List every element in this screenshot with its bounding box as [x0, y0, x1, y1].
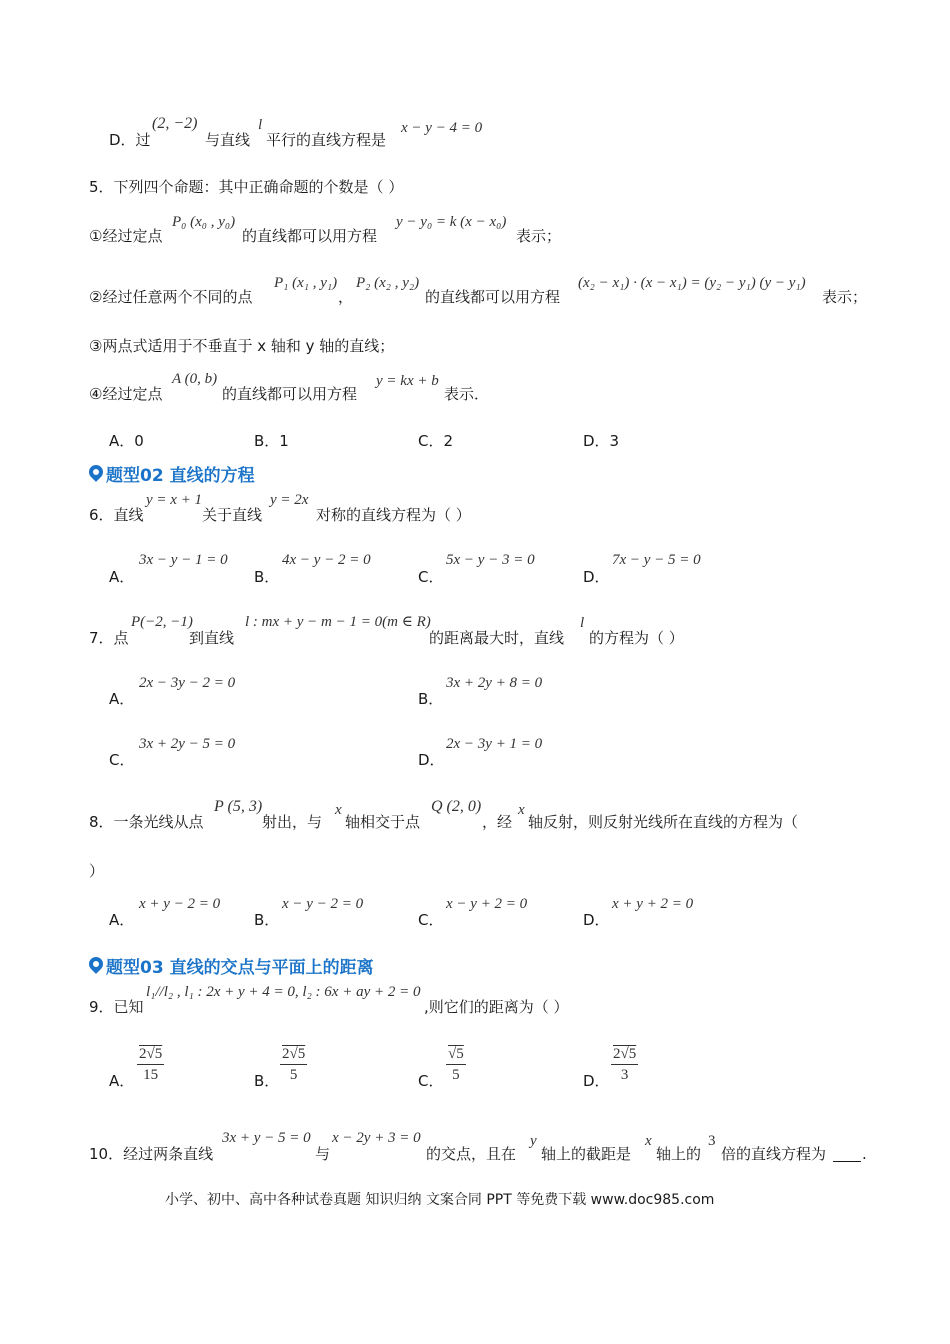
q10-y: y [530, 1133, 537, 1149]
q5-s2-comma: ， [338, 288, 354, 306]
q8-text: 射出，与 [262, 813, 323, 831]
q7-point: P(−2, −1) [131, 614, 193, 630]
q8-option-c-equation: x − y + 2 = 0 [446, 896, 528, 912]
q10-line1: 3x + y − 5 = 0 [222, 1130, 311, 1146]
q6-option-d-label: D． [583, 568, 610, 586]
q9-option-b-fraction: $\frac{2√5}{5}$ [282, 1046, 306, 1083]
q8-text: ，经 [482, 813, 513, 831]
q7-option-d-equation: 2x − 3y + 1 = 0 [446, 736, 543, 752]
q8-option-b-label: B． [254, 911, 280, 929]
q10-line2: x − 2y + 3 = 0 [332, 1130, 421, 1146]
q5-s2-equation: (x₂ − x₁) · (x − x₁) = (y₂ − y₁) (y − y₁) [578, 275, 806, 291]
q10-end: . [862, 1145, 867, 1163]
section-marker-icon [86, 954, 106, 974]
q4-text: 与直线 [205, 131, 251, 149]
q5-s4-equation: y = kx + b [376, 373, 439, 389]
q10-text: 与 [315, 1145, 331, 1163]
q8-option-b-equation: x − y − 2 = 0 [282, 896, 364, 912]
q5-s2-text: 表示； [822, 288, 868, 306]
q5-s1-point: P₀ (x₀ , y₀) [172, 214, 236, 230]
q8-option-c-label: C． [418, 911, 444, 929]
q7-option-b-label: B． [418, 690, 444, 708]
q5-s1-equation: y − y₀ = k (x − x₀) [396, 214, 507, 230]
section-marker-icon [86, 462, 106, 482]
q5-s4-point: A (0, b) [172, 371, 218, 387]
q9-option-d-label: D． [583, 1072, 610, 1090]
q9-condition: l₁//l₂ , l₁ : 2x + y + 4 = 0, l₂ : 6x + ay + 2 = 0 [146, 984, 421, 1000]
q8-option-a-label: A． [109, 911, 135, 929]
section-title-02: 题型02 直线的方程 [106, 466, 255, 486]
q5-s4-text: 表示． [444, 385, 490, 403]
q9-option-c-fraction: $\frac{√5}{5}$ [448, 1046, 464, 1083]
q7-text: 的距离最大时，直线 [429, 629, 565, 647]
q8-text: 轴反射，则反射光线所在直线的方程为（ [528, 813, 799, 831]
q6-option-a-equation: 3x − y − 1 = 0 [139, 552, 228, 568]
answer-blank [833, 1161, 861, 1162]
q7-text: 到直线 [189, 629, 235, 647]
q4-text: 平行的直线方程是 [266, 131, 387, 149]
q4-point: (2, −2) [152, 115, 198, 132]
q7-line: l : mx + y − m − 1 = 0(m ∈ R) [245, 614, 431, 630]
q9-option-d-fraction: $\frac{2√5}{3}$ [613, 1046, 637, 1083]
q8-text: 轴相交于点 [345, 813, 421, 831]
q5-option-a: A．0 [109, 432, 144, 450]
q5-option-b: B．1 [254, 432, 289, 450]
q9-option-a-fraction: $\frac{2√5}{15}$ [139, 1046, 163, 1083]
q5-s1-text: ①经过定点 [89, 227, 163, 245]
q7-option-b-equation: 3x + 2y + 8 = 0 [446, 675, 543, 691]
q10-text: 轴上的截距是 [541, 1145, 632, 1163]
q10-text: 轴上的 [656, 1145, 702, 1163]
q8-text: 8．一条光线从点 [89, 813, 204, 831]
q7-option-d-label: D． [418, 751, 445, 769]
q6-text: 对称的直线方程为（ ） [316, 506, 471, 524]
q6-option-a-label: A． [109, 568, 135, 586]
q5-s2-text: 的直线都可以用方程 [425, 288, 561, 306]
q7-l: l [580, 615, 585, 631]
q6-line1: y = x + 1 [146, 492, 203, 508]
q8-close: ） [89, 862, 105, 880]
q8-option-a-equation: x + y − 2 = 0 [139, 896, 221, 912]
q8-x1: x [335, 802, 342, 818]
q5-s3: ③两点式适用于不垂直于 x 轴和 y 轴的直线； [89, 337, 395, 355]
q5-option-d: D．3 [583, 432, 620, 450]
q4-line-l: l [258, 117, 263, 133]
q5-s1-text: 的直线都可以用方程 [242, 227, 378, 245]
q9-option-c-label: C． [418, 1072, 444, 1090]
q5-option-c: C．2 [418, 432, 454, 450]
q4-option-d-label: D．过 [109, 131, 151, 149]
q7-option-c-equation: 3x + 2y − 5 = 0 [139, 736, 236, 752]
q10-text: 倍的直线方程为 [721, 1145, 827, 1163]
q6-text: 关于直线 [202, 506, 263, 524]
section-title-03: 题型03 直线的交点与平面上的距离 [106, 958, 374, 978]
q10-text: 10．经过两条直线 [89, 1145, 214, 1163]
q6-option-b-equation: 4x − y − 2 = 0 [282, 552, 371, 568]
q9-text: 9．已知 [89, 998, 144, 1016]
q8-point-q: Q (2, 0) [431, 798, 482, 815]
footer-text: 小学、初中、高中各种试卷真题 知识归纳 文案合同 PPT 等免费下载 www.doc985.com [165, 1192, 715, 1208]
q5-s2-text: ②经过任意两个不同的点 [89, 288, 253, 306]
q5-s1-text: 表示； [516, 227, 562, 245]
q6-option-b-label: B． [254, 568, 280, 586]
q8-x2: x [518, 802, 525, 818]
q5-stem: 5．下列四个命题：其中正确命题的个数是（ ） [89, 178, 404, 196]
q6-option-c-equation: 5x − y − 3 = 0 [446, 552, 535, 568]
q9-text: ,则它们的距离为（ ） [424, 998, 569, 1016]
q5-s4-text: 的直线都可以用方程 [222, 385, 358, 403]
q7-option-a-equation: 2x − 3y − 2 = 0 [139, 675, 236, 691]
q5-s2-point2: P₂ (x₂ , y₂) [356, 275, 420, 291]
q6-option-d-equation: 7x − y − 5 = 0 [612, 552, 701, 568]
q6-option-c-label: C． [418, 568, 444, 586]
q4-equation: x − y − 4 = 0 [401, 120, 483, 136]
q7-text: 的方程为（ ） [589, 629, 684, 647]
q9-option-b-label: B． [254, 1072, 280, 1090]
q10-x: x [645, 1133, 652, 1149]
q8-option-d-equation: x + y + 2 = 0 [612, 896, 694, 912]
q7-option-c-label: C． [109, 751, 135, 769]
q5-s4-text: ④经过定点 [89, 385, 163, 403]
q10-text: 的交点，且在 [426, 1145, 517, 1163]
q7-text: 7．点 [89, 629, 129, 647]
q5-s2-point1: P₁ (x₁ , y₁) [274, 275, 338, 291]
q10-three: 3 [708, 1133, 716, 1149]
q6-line2: y = 2x [270, 492, 309, 508]
q8-option-d-label: D． [583, 911, 610, 929]
q9-option-a-label: A． [109, 1072, 135, 1090]
q6-text: 6．直线 [89, 506, 144, 524]
q7-option-a-label: A． [109, 690, 135, 708]
q8-point-p: P (5, 3) [214, 798, 263, 815]
